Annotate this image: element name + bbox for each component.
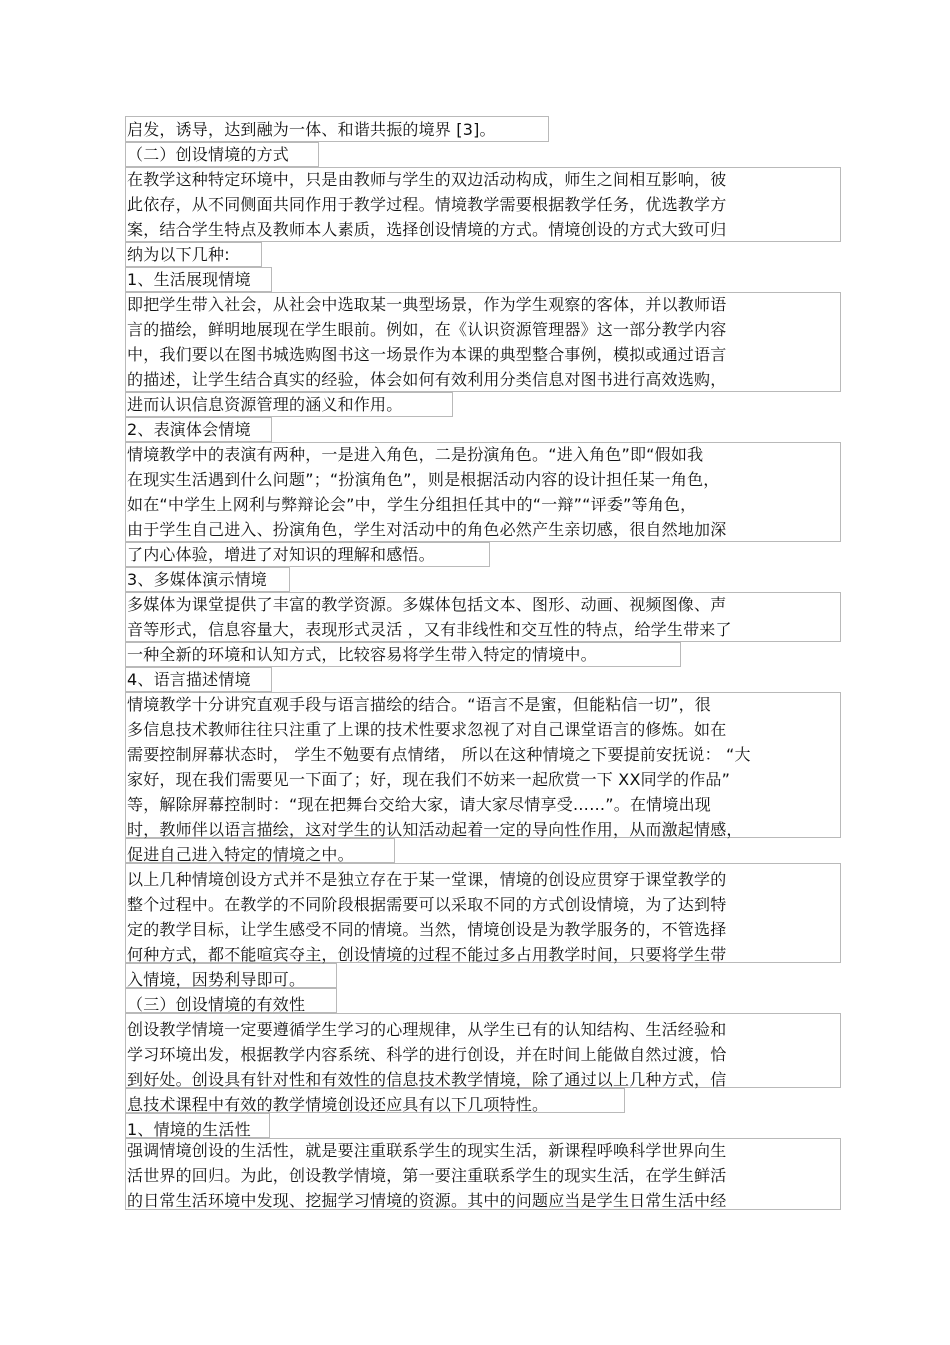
text-line: 的日常生活环境中发现、挖掘学习情境的资源。其中的问题应当是学生日常生活中经	[127, 1191, 727, 1210]
text-line: 一种全新的环境和认知方式，比较容易将学生带入特定的情境中。	[127, 645, 597, 664]
text-line: 息技术课程中有效的教学情境创设还应具有以下几项特性。	[127, 1095, 549, 1114]
subsection-heading: 4、语言描述情境	[127, 670, 251, 689]
text-line: 在教学这种特定环境中，只是由教师与学生的双边活动构成，师生之间相互影响，彼	[127, 170, 727, 189]
section-heading: （三）创设情境的有效性	[127, 995, 306, 1014]
text-line: 多媒体为课堂提供了丰富的教学资源。多媒体包括文本、图形、动画、视频图像、声	[127, 595, 727, 614]
text-line: 等，解除屏幕控制时：“现在把舞台交给大家，请大家尽情享受……”。在情境出现	[127, 795, 711, 814]
text-line: 定的教学目标，让学生感受不同的情境。当然，情境创设是为教学服务的，不管选择	[127, 920, 727, 939]
text-line: 入情境，因势利导即可。	[127, 970, 306, 989]
text-line: 学习环境出发，根据教学内容系统、科学的进行创设，并在时间上能做自然过渡，恰	[127, 1045, 727, 1064]
text-line: 如在“中学生上网利与弊辩论会”中，学生分组担任其中的“一辩”“评委”等角色，	[127, 495, 697, 514]
text-line: 到好处。创设具有针对性和有效性的信息技术教学情境，除了通过以上几种方式，信	[127, 1070, 727, 1089]
text-line: 活世界的回归。为此，创设教学情境，第一要注重联系学生的现实生活，在学生鲜活	[127, 1166, 727, 1185]
subsection-heading: 1、情境的生活性	[127, 1120, 251, 1139]
text-line: 多信息技术教师往往只注重了上课的技术性要求忽视了对自己课堂语言的修炼。如在	[127, 720, 727, 739]
text-line: 启发，诱导，达到融为一体、和谐共振的境界 [3]。	[127, 120, 496, 139]
text-line: 情境教学中的表演有两种，一是进入角色，二是扮演角色。“进入角色”即“假如我	[127, 445, 704, 464]
text-line: 了内心体验，增进了对知识的理解和感悟。	[127, 545, 435, 564]
text-line: 时，教师伴以语言描绘，这对学生的认知活动起着一定的导向性作用，从而激起情感，	[127, 820, 743, 839]
text-line: 进而认识信息资源管理的涵义和作用。	[127, 395, 403, 414]
text-line: 整个过程中。在教学的不同阶段根据需要可以采取不同的方式创设情境，为了达到特	[127, 895, 727, 914]
subsection-heading: 2、表演体会情境	[127, 420, 251, 439]
text-line: 此依存，从不同侧面共同作用于教学过程。情境教学需要根据教学任务，优选教学方	[127, 195, 727, 214]
text-line: 强调情境创设的生活性，就是要注重联系学生的现实生活，新课程呼唤科学世界向生	[127, 1141, 727, 1160]
subsection-heading: 3、多媒体演示情境	[127, 570, 267, 589]
text-line: 案，结合学生特点及教师本人素质，选择创设情境的方式。情境创设的方式大致可归	[127, 220, 727, 239]
text-line: 即把学生带入社会，从社会中选取某一典型场景，作为学生观察的客体，并以教师语	[127, 295, 727, 314]
text-line: 何种方式，都不能喧宾夺主，创设情境的过程不能过多占用教学时间，只要将学生带	[127, 945, 727, 964]
text-line: 促进自己进入特定的情境之中。	[127, 845, 354, 864]
text-line: 纳为以下几种:	[127, 245, 230, 264]
text-line: 创设教学情境一定要遵循学生学习的心理规律，从学生已有的认知结构、生活经验和	[127, 1020, 727, 1039]
text-line: 以上几种情境创设方式并不是独立存在于某一堂课，情境的创设应贯穿于课堂教学的	[127, 870, 727, 889]
text-line: 需要控制屏幕状态时， 学生不勉要有点情绪， 所以在这种情境之下要提前安抚说： “大	[127, 745, 751, 764]
text-line: 的描述，让学生结合真实的经验，体会如何有效利用分类信息对图书进行高效选购，	[127, 370, 727, 389]
text-line: 音等形式，信息容量大，表现形式灵活 ，又有非线性和交互性的特点，给学生带来了	[127, 620, 732, 639]
text-line: 家好，现在我们需要见一下面了；好，现在我们不妨来一起欣赏一下 XX同学的作品”	[127, 770, 731, 789]
text-line: 在现实生活遇到什么问题”；“扮演角色”，则是根据活动内容的设计担任某一角色，	[127, 470, 720, 489]
text-line: 由于学生自己进入、扮演角色，学生对活动中的角色必然产生亲切感，很自然地加深	[127, 520, 727, 539]
text-line: 言的描绘，鲜明地展现在学生眼前。例如，在《认识资源管理器》这一部分教学内容	[127, 320, 727, 339]
subsection-heading: 1、生活展现情境	[127, 270, 251, 289]
section-heading: （二）创设情境的方式	[127, 145, 290, 164]
text-line: 情境教学十分讲究直观手段与语言描绘的结合。“语言不是蜜，但能粘信一切”，很	[127, 695, 711, 714]
text-line: 中，我们要以在图书城选购图书这一场景作为本课的典型整合事例，模拟或通过语言	[127, 345, 727, 364]
